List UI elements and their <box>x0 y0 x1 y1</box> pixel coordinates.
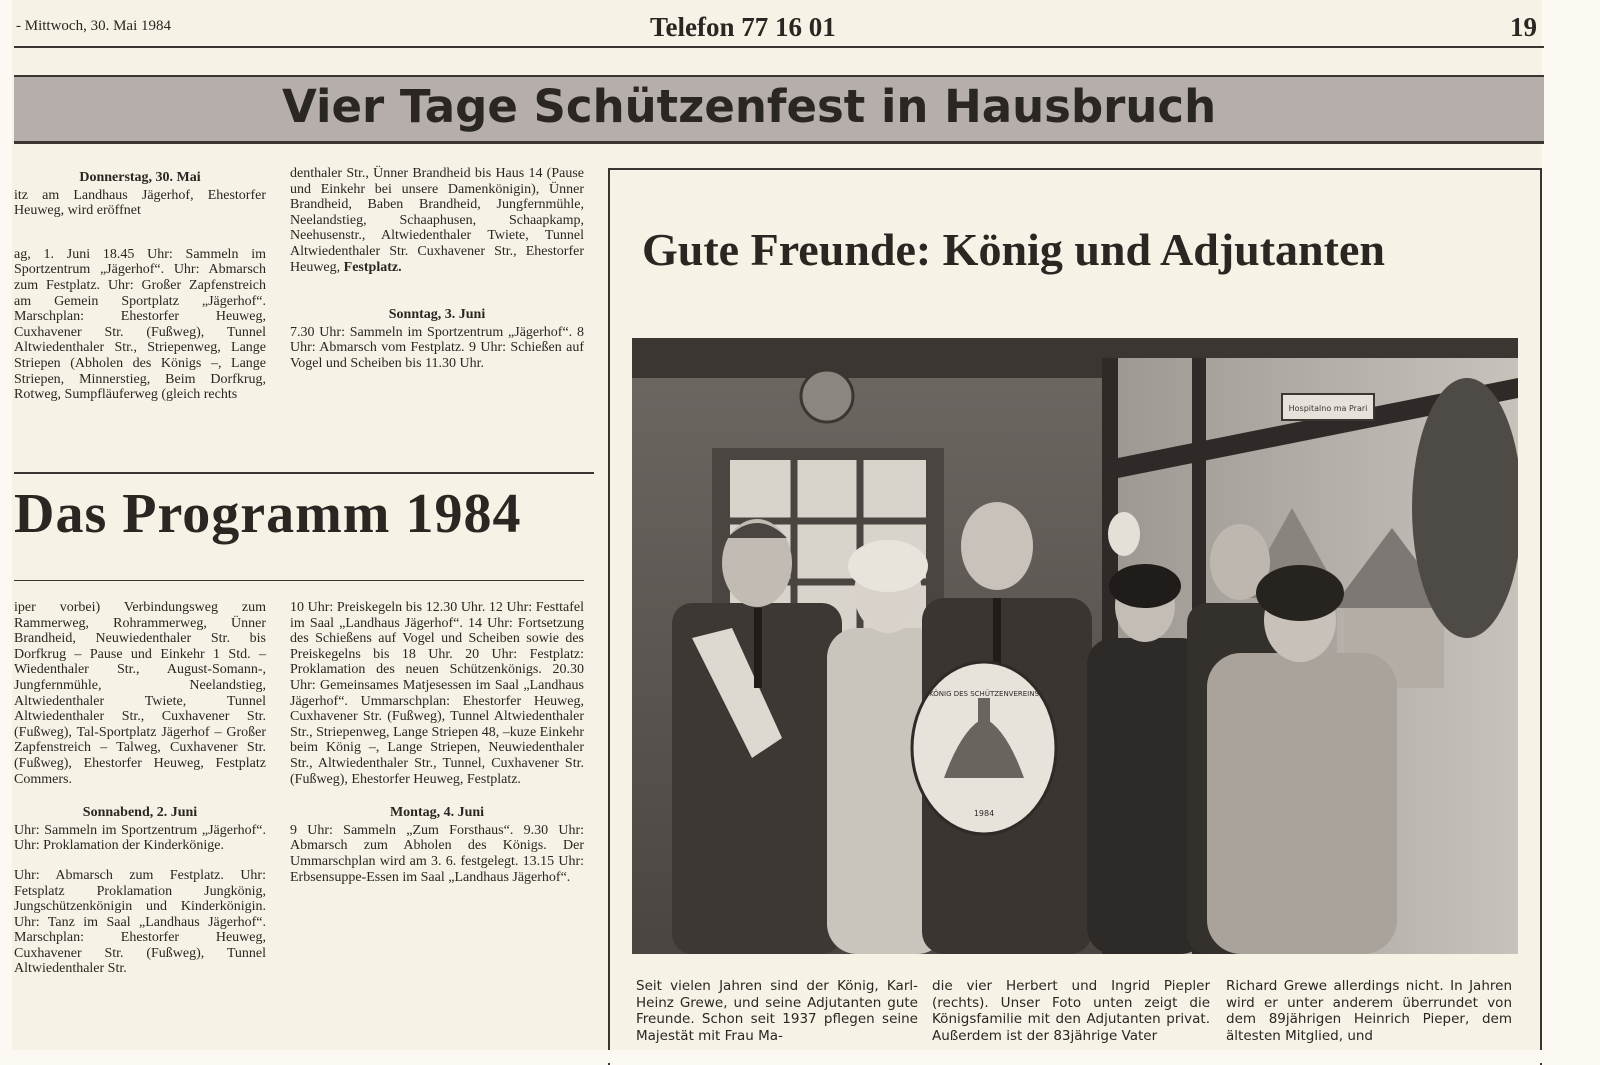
group-photo <box>632 338 1518 954</box>
program-text: itz am Landhaus Jägerhof, Ehestorfer Heuweg, wird eröffnet <box>14 187 266 219</box>
phone-number: Telefon 77 16 01 <box>650 12 836 42</box>
program-text: 10 Uhr: Preiskegeln bis 12.30 Uhr. 12 Uhr: Festtafel im Saal „Landhaus Jägerhof“. 14 Uhr: Fortsetzung des Schießens auf Vogel und Scheiben sowie des Preiskegelns bis 18 Uhr. 20 Uhr: Festplatz: Proklamation des neuen Schützenkönigs. 20.30 Uhr: Gemeinsames Matjesessen im Saal „Landhaus Jägerhof“. Ummarschplan: Ehestorfer Heuweg, Cuxhavener Str. (Fußweg), Tunnel Altwiedenthaler Str., Striepenweg, Lange Striepen 48, –kuze Einkehr beim König –, Lange Striepen, Neuwiedenthaler Str., Altwiedenthaler Str., Tunnel, Cuxhavener Str. (Fußweg), Ehestorfer Heuweg, Festplatz. <box>290 600 584 787</box>
program-text: denthaler Str., Ünner Brandheid bis Haus 14 (Pause und Einkehr bei unsere Damenkönigin), Ünner Brandheid, Baben Brandheid, Jungfernmühle, Neelandstieg, Schaaphusen, Schaapkamp, Neehusenstr., Altwiedenthaler Twiete, Tunnel Altwiedenthaler Str. Cuxhavener Str., Ehestorfer Heuweg, Festplatz. <box>290 166 584 275</box>
page-number: 19 <box>1510 12 1537 42</box>
day-heading: Sonntag, 3. Juni <box>388 307 486 323</box>
section-rule <box>14 580 584 581</box>
target-inscription: KÖNIG DES SCHÜTZENVEREINS <box>929 690 1039 698</box>
program-text: iper vorbei) Verbindungsweg zum Rammerweg, Rohrammerweg, Ünner Brandheid, Neuwiedenthaler Str. bis Dorfkrug – Pause und Einkehr 1 Std. – Wiedenthaler Str., August-Somann-, Jungfernmühle, Neelandstieg, Altwiedenthaler Twiete, Tunnel Altwiedenthaler Str., Cuxhavener Str. (Fußweg), Tal-Sportplatz Jägerhof – Großer Zapfenstreich – Talweg, Cuxhavener Str. (Fußweg), Ehestorfer Heuweg, Festplatz Commers. <box>14 600 266 787</box>
feature-title: Gute Freunde: König und Adjutanten <box>642 224 1385 275</box>
issue-date: - Mittwoch, 30. Mai 1984 <box>16 18 171 34</box>
photo-illustration <box>632 338 1518 954</box>
photo-caption-1: Seit vielen Jahren sind der König, Karl-Heinz Grewe, und seine Adjutanten gute Freunde. Schon seit 1937 pflegen seine Majestät mit Frau Ma- <box>636 978 918 1044</box>
program-title: Das Programm 1984 <box>14 483 522 545</box>
photo-caption-2: die vier Herbert und Ingrid Piepler (rechts). Unser Foto unten zeigt die Königsfamilie mit den Adjutanten privat. Außerdem ist der 83jährige Vater <box>932 978 1210 1044</box>
program-text: Uhr: Sammeln im Sportzentrum „Jägerhof“. Uhr: Proklamation der Kinderkönige. <box>14 822 266 854</box>
program-text: ag, 1. Juni 18.45 Uhr: Sammeln im Sportzentrum „Jägerhof“. Uhr: Abmarsch zum Festplatz. Uhr: Großer Zapfenstreich am Gemein Sportplatz „Jägerhof“. Marschplan: Ehestorfer Heuweg, Cuxhavener Str. (Fußweg), Tunnel Altwiedenthaler Str., Striepenweg, Lange Striepen (Abholen des Königs –, Lange Striepen, Minnerstieg, Beim Dorfkrug, Rotweg, Sumpfläuferweg (gleich rechts <box>14 246 266 403</box>
program-column-3 <box>14 600 266 977</box>
program-text: 7.30 Uhr: Sammeln im Sportzentrum „Jägerhof“. 8 Uhr: Abmarsch vom Festplatz. 9 Uhr: Schießen auf Vogel und Scheiben bis 11.30 Uhr. <box>290 324 584 371</box>
day-heading: Sonnabend, 2. Juni <box>82 805 198 821</box>
header-rule <box>14 46 1544 48</box>
mural-sign: Hospitalno ma Prari <box>1288 404 1368 413</box>
program-text: Uhr: Abmarsch zum Festplatz. Uhr: Fetsplatz Proklamation Jungkönig, Jungschützenkönigin und Kinderkönigin. Uhr: Tanz im Saal „Landhaus Jägerhof“. Marschplan: Ehestorfer Heuweg, Cuxhavener Str. (Fußweg), Tunnel Altwiedenthaler Str. <box>14 867 266 977</box>
section-rule <box>14 472 594 474</box>
target-year: 1984 <box>973 809 995 818</box>
program-column-2 <box>290 166 584 372</box>
photo-caption-3: Richard Grewe allerdings nicht. In Jahren wird er unter anderem überrundet von dem 89jährigen Heinrich Pieper, dem ältesten Mitglied, und <box>1226 978 1512 1044</box>
day-heading: Donnerstag, 30. Mai <box>79 170 201 185</box>
page-margin <box>0 1050 1600 1063</box>
headline: Vier Tage Schützenfest in Hausbruch <box>282 80 1217 133</box>
day-heading: Montag, 4. Juni <box>389 805 485 821</box>
program-text: 9 Uhr: Sammeln „Zum Forsthaus“. 9.30 Uhr: Abmarsch zum Abholen des Königs. Der Ummarschplan wird am 3. 6. festgelegt. 13.15 Uhr: Erbsensuppe-Essen im Saal „Landhaus Jägerhof“. <box>290 822 584 885</box>
program-column-4 <box>290 600 584 885</box>
program-column-1 <box>14 166 266 403</box>
